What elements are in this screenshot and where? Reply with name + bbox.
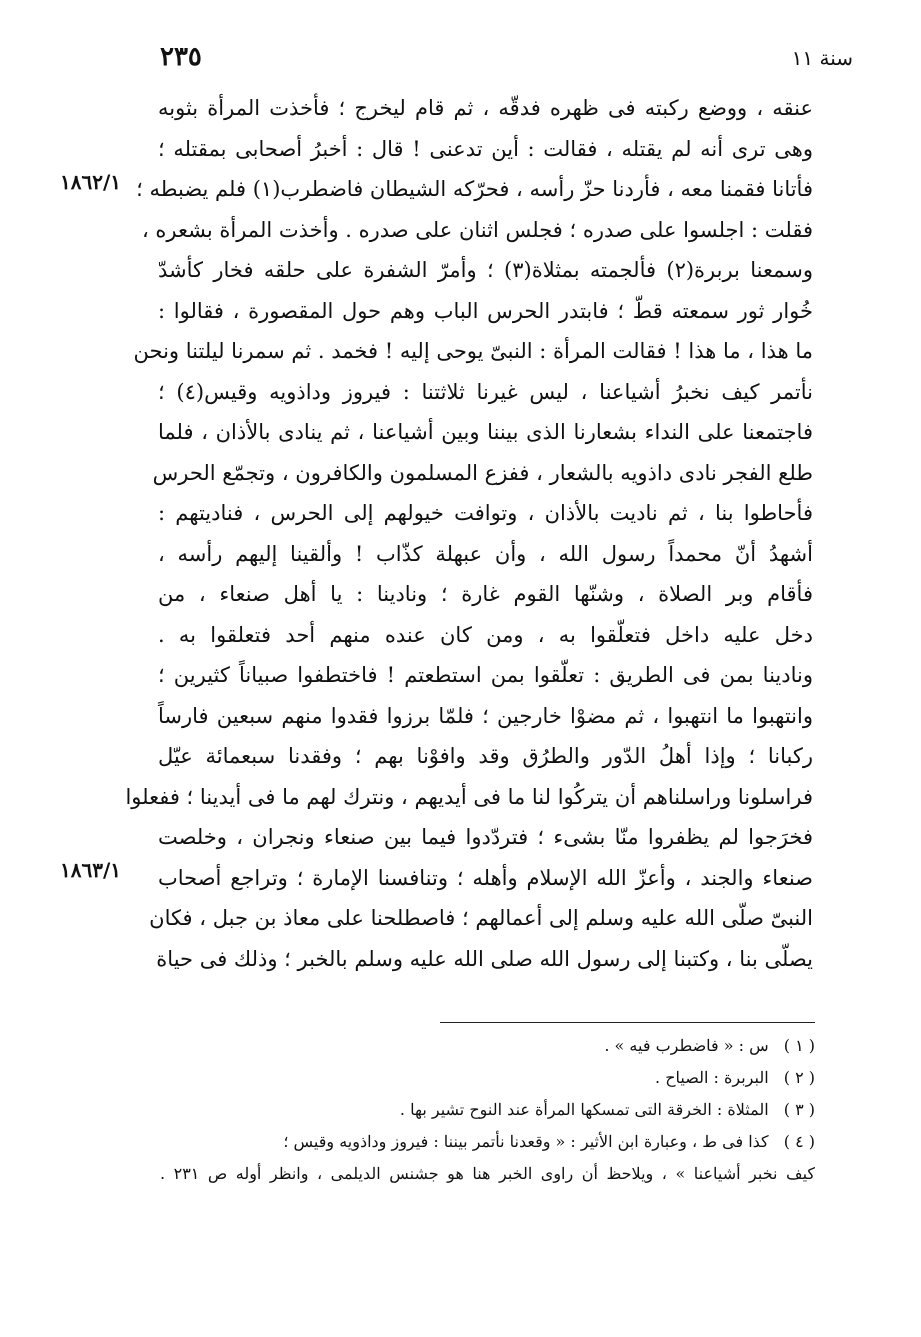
footnote (160, 1126, 815, 1158)
footnote-text: البربرة : الصياح . (655, 1068, 769, 1087)
footnote-number: ( ١ ) (783, 1036, 815, 1055)
footnote-continuation: كيف نخبر أشياعنا » ، ويلاحظ أن راوى الخبر هنا هو جشنس الديلمى ، وانظر أوله ص ٢٣١ . (160, 1164, 816, 1183)
text-line: ونادينا بمن فى الطريق : تعلّقوا بمن استطعتم ! فاختطفوا صبياناً كثيرين ؛ (158, 663, 813, 687)
footnote (160, 1094, 815, 1126)
text-line: فأقام وبر الصلاة ، وشنّها القوم غارة ؛ ونادينا : يا أهل صنعاء ، من (158, 582, 813, 606)
footnote (160, 1030, 815, 1062)
footnote-number: ( ٢ ) (783, 1068, 815, 1087)
margin-reference: ١٨٦٣/١ (60, 858, 122, 882)
text-line: أشهدُ أنّ محمداً رسول الله ، وأن عبهلة كذّاب ! وألقينا إليهم رأسه ، (158, 541, 813, 566)
text-line: وهى ترى أنه لم يقتله ، فقالت : أين تدعنى ! قال : أخبرُ أصحابى بمقتله ؛ (158, 136, 813, 161)
footnote-divider (440, 1022, 815, 1023)
footnote-text: المثلاة : الخرقة التى تمسكها المرأة عند النوح تشير بها . (399, 1100, 769, 1119)
text-line: طلع الفجر نادى داذويه بالشعار ، ففزع المسلمون والكافرون ، وتجمّع الحرس (152, 460, 813, 485)
text-line: ركبانا ؛ وإذا أهلُ الدّور والطرُق وقد وافوْنا بهم ؛ وفقدنا سبعمائة عيّل (158, 744, 813, 768)
text-line: وانتهبوا ما انتهبوا ، ثم مضوْا خارجين ؛ فلمّا برزوا فقدوا منهم سبعين فارساً (158, 703, 813, 728)
text-line: يصلّى بنا ، وكتبنا إلى رسول الله صلى الله عليه وسلم بالخبر ؛ وذلك فى حياة (156, 946, 813, 971)
page-number: ٢٣٥ (160, 42, 202, 72)
text-line: خُوار ثور سمعته قطّ ؛ فابتدر الحرس الباب وهم حول المقصورة ، فقالوا : (158, 298, 813, 323)
margin-reference: ١٨٦٢/١ (60, 170, 122, 194)
footnote (160, 1062, 815, 1094)
text-line: نأتمر كيف نخبرُ أشياعنا ، ليس غيرنا ثلاثتنا : فيروز وداذويه وقيس(٤) ؛ (158, 379, 814, 404)
footnote-number: ( ٣ ) (783, 1100, 815, 1119)
text-line: فأتانا فقمنا معه ، فأردنا حزّ رأسه ، فحرّكه الشيطان فاضطرب(١) فلم يضبطه ؛ (136, 177, 813, 201)
text-line: دخل عليه داخل فتعلّقوا به ، ومن كان عنده منهم أحد فتعلقوا به . (158, 622, 813, 647)
text-line: فأحاطوا بنا ، ثم ناديت بالأذان ، وتوافت خيولهم إلى الحرس ، فناديتهم : (158, 501, 813, 525)
text-line: فاجتمعنا على النداء بشعارنا الذى بيننا وبين أشياعنا ، ثم ينادى بالأذان ، فلما (158, 420, 813, 444)
text-line: صنعاء والجند ، وأعزّ الله الإسلام وأهله ؛ وتنافسنا الإمارة ؛ وتراجع أصحاب (158, 865, 813, 890)
footnote-number: ( ٤ ) (783, 1132, 815, 1151)
footnotes (160, 1030, 815, 1190)
text-line: وسمعنا بربرة(٢) فألجمته بمثلاة(٣) ؛ وأمرّ الشفرة على حلقه فخار كأشدّ (158, 258, 813, 282)
main-text (125, 88, 814, 979)
text-line: فراسلونا وراسلناهم أن يتركُوا لنا ما فى أيديهم ، ونترك لهم ما فى أيدينا ؛ ففعلوا (125, 784, 813, 809)
text-line: فقلت : اجلسوا على صدره ؛ فجلس اثنان على صدره . وأخذت المرأة بشعره ، (141, 217, 813, 242)
text-line: النبىّ صلّى الله عليه وسلم إلى أعمالهم ؛ فاصطلحنا على معاذ بن جبل ، فكان (149, 906, 813, 930)
text-line: عنقه ، ووضع ركبته فى ظهره فدقّه ، ثم قام ليخرج ؛ فأخذت المرأة بثوبه (158, 96, 813, 120)
footnote-text: س : « فاضطرب فيه » . (604, 1036, 769, 1055)
text-line: ما هذا ، ما هذا ! فقالت المرأة : النبىّ يوحى إليه ! فخمد . ثم سمرنا ليلتنا ونحن (133, 339, 813, 363)
footnote-text: كذا فى ط ، وعبارة ابن الأثير : « وقعدنا نأتمر بيننا : فيروز وداذويه وقيس ؛ (283, 1132, 769, 1151)
running-head: سنة ١١ (791, 46, 853, 70)
text-line: فخرَجوا لم يظفروا منّا بشىء ؛ فتردّدوا فيما بين صنعاء ونجران ، وخلصت (158, 825, 813, 849)
